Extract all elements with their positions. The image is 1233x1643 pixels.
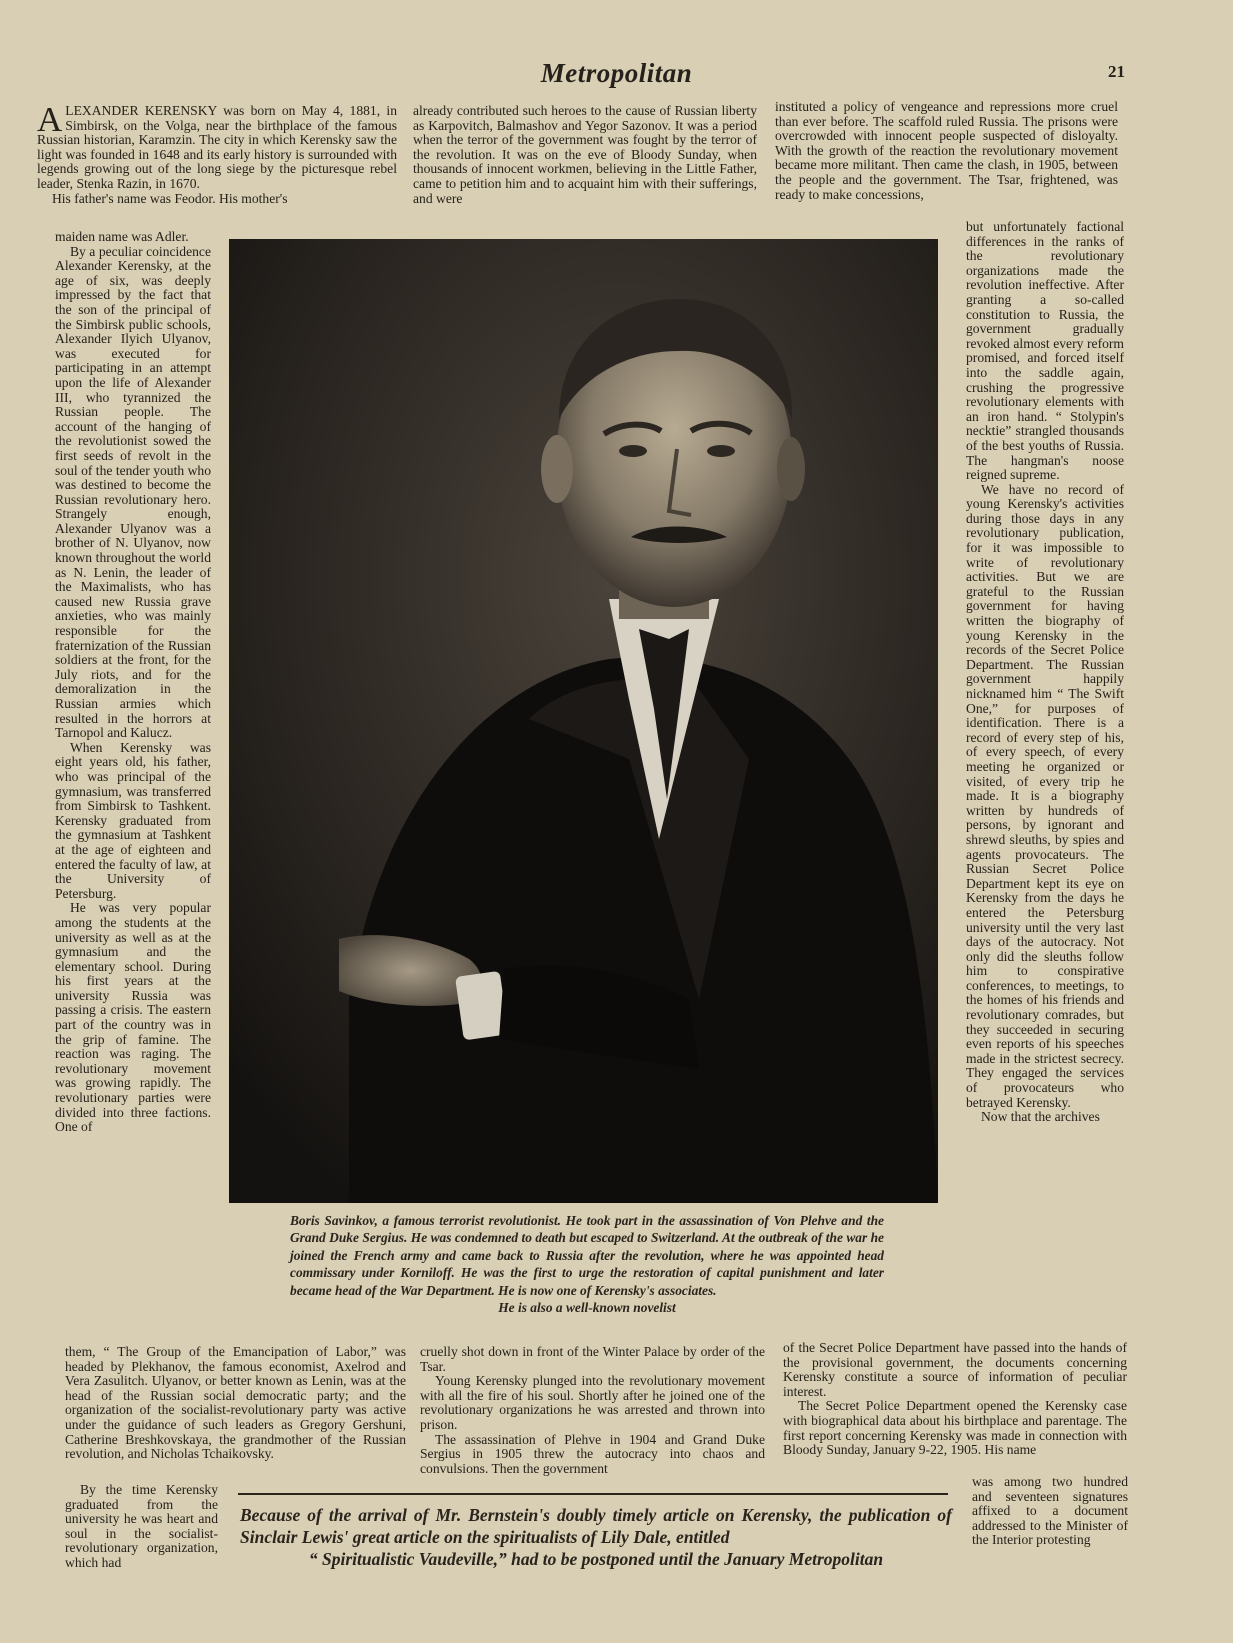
paragraph: already contributed such heroes to the cause of Russian liberty as Karpovitch, Balmashov and Yegor Sazonov. It was a period when the terror of the government was fought by the terror of the revolution. It was on the eve of Bloody Sunday, when thousands of innocent workmen, believing in the Little Father, came to petition him and to acquaint him with their sufferings, and were — [413, 103, 757, 206]
paragraph: was among two hundred and seventeen signatures affixed to a document addressed to the Minister of the Interior protesting — [972, 1474, 1128, 1548]
opening-paragraph: ALEXANDER KERENSKY was born on May 4, 1881, in Simbirsk, on the Volga, near the birthplace of the famous Russian historian, Karamzin. The city in which Kerensky saw the light was founded in 1648 and its early history is surrounded with legends growing out of the long siege by the picturesque rebel leader, Stenka Razin, in 1670. — [37, 100, 397, 191]
masthead-title: Metropolitan — [540, 58, 693, 88]
editor-notice — [240, 1504, 952, 1570]
left-column-bottom — [65, 1345, 406, 1462]
paragraph: cruelly shot down in front of the Winter Palace by order of the Tsar. — [420, 1344, 765, 1374]
paragraph: By the time Kerensky graduated from the university he was heart and soul in the socialist-revolutionary organization, which had — [65, 1482, 218, 1570]
right-column-narrow — [966, 220, 1124, 1125]
paragraph: By a peculiar coincidence Alexander Kerensky, at the age of six, was deeply impressed by the fact that the son of the principal of the Simbirsk public schools, Alexander Ilyich Ulyanov, was executed for participating in an attempt upon the life of Alexander III, who tyrannized the Russian people. The account of the hanging of the revolutionist sowed the first seeds of revolt in the soul of the tender youth who was destined to become the Russian revolutionary hero. Strangely enough, Alexander Ulyanov was a brother of N. Ulyanov, now known throughout the world as N. Lenin, the leader of the Maximalists, who has caused new Russia grave anxieties, who was mainly responsible for the fraternization of the Russian soldiers at the front, for the July riots, and for the demoralization in the Russian armies which resulted in the horrors at Tarnopol and Kalucz. — [55, 243, 211, 741]
paragraph: Young Kerensky plunged into the revolutionary movement with all the fire of his soul. Shortly after he joined one of the revolutionary organizations he was arrested and thrown into prison. — [420, 1373, 765, 1432]
right-column-top — [775, 100, 1118, 202]
paragraph: but unfortunately factional differences in the ranks of the revolutionary organizations made the revolution ineffective. After granting a so-called constitution to Russia, the government gradually revoked almost every reform promised, and forced itself into the saddle again, crushing the progressive revolutionary elements with an iron hand. “ Stolypin's necktie” strangled thousands of the best youths of Russia. The hangman's noose reigned supreme. — [966, 219, 1124, 483]
right-column-tail — [972, 1475, 1128, 1548]
paragraph: He was very popular among the students at the university as well as at the gymnasium and the elementary school. During his first years at the university Russia was passing a crisis. The eastern part of the country was in the grip of famine. The reaction was raging. The revolutionary movement was growing rapidly. The revolutionary parties were divided into three factions. One of — [55, 900, 211, 1135]
caption-text: Boris Savinkov, a famous terrorist revolutionist. He took part in the assassination of Von Plehve and the Grand Duke Sergius. He was condemned to death but escaped to Switzerland. At the outbreak of the war he joined the French army and came back to Russia after the revolution, where he was appointed head commissary under Korniloff. He was the first to urge the restoration of capital punishment and later became head of the War Department. He is now one of Kerensky's associates. — [290, 1213, 884, 1298]
page-number: 21 — [1108, 62, 1125, 81]
portrait-illustration — [229, 239, 938, 1203]
paragraph: His father's name was Feodor. His mother's — [51, 190, 288, 206]
middle-column-bottom — [420, 1345, 765, 1476]
notice-last-line: “ Spiritualistic Vaudeville,” had to be postponed until the January Metropolitan — [308, 1549, 884, 1569]
paragraph: When Kerensky was eight years old, his father, who was principal of the gymnasium, was transferred from Simbirsk to Tashkent. Kerensky graduated from the gymnasium at Tashkent at the age of eighteen and entered the faculty of law, at the University of Petersburg. — [55, 739, 211, 901]
paragraph: maiden name was Adler. — [55, 229, 189, 244]
left-column-tail — [65, 1483, 218, 1571]
paragraph: instituted a policy of vengeance and repressions more cruel than ever before. The scaffold ruled Russia. The prisons were overcrowded with innocent people suspected of disloyalty. With the growth of the reaction the revolutionary movement became more militant. Then came the clash, in 1905, between the people and the government. The Tsar, frightened, was ready to make concessions, — [775, 99, 1118, 202]
drop-cap: A — [37, 100, 63, 139]
paragraph: Now that the archives — [980, 1109, 1100, 1125]
middle-column-top — [413, 104, 757, 206]
right-column-bottom — [783, 1341, 1127, 1458]
paragraph: The assassination of Plehve in 1904 and Grand Duke Sergius in 1905 threw the autocracy into chaos and convulsions. Then the government — [420, 1431, 765, 1476]
paragraph: We have no record of young Kerensky's activities during those days in any revolutionary publication, for it was impossible to write of revolutionary activities. But we are grateful to the Russian government for having written the biography of young Kerensky in the records of the Secret Police Department. The Russian government happily nicknamed him “ The Swift One,” for purposes of identification. There is a record of every step of his, of every speech, of every meeting he organized or visited, of every trip he made. It is a biography written by hundreds of persons, by ignorant and shrewd sleuths, by spies and agents provocateurs. The Russian Secret Police Department kept its eye on Kerensky from the days he entered the Petersburg university until the very last days of the autocracy. Not only did the sleuths follow him to conspirative conferences, to meetings, to the homes of his friends and revolutionary comrades, but they succeeded in securing even reports of his speeches made in the strictest secrecy. They engaged the services of provocateurs who betrayed Kerensky. — [966, 481, 1124, 1110]
portrait-photo — [229, 239, 938, 1203]
divider-rule — [238, 1493, 948, 1495]
paragraph: them, “ The Group of the Emancipation of Labor,” was headed by Plekhanov, the famous economist, Axelrod and Vera Zasulitch. Ulyanov, or better known as Lenin, was at the head of the Russian social democratic party; and the organization of the socialist-revolutionary party was active under the guidance of such leaders as Gregory Gershuni, Catherine Breshkovskaya, the grandmother of the Russian revolution, and Nicholas Tchaikovsky. — [65, 1344, 406, 1462]
photo-caption — [290, 1212, 884, 1316]
caption-last-line: He is also a well-known novelist — [498, 1300, 676, 1316]
paragraph: of the Secret Police Department have passed into the hands of the provisional government, the documents concerning Kerensky constitute a source of information of peculiar interest. — [783, 1340, 1127, 1399]
left-column-top — [37, 100, 397, 206]
paragraph: The Secret Police Department opened the Kerensky case with biographical data about his birthplace and parentage. The first report concerning Kerensky was made in connection with Bloody Sunday, January 9-22, 1905. His name — [783, 1398, 1127, 1458]
left-column-narrow — [55, 230, 211, 1135]
notice-text: Because of the arrival of Mr. Bernstein's doubly timely article on Kerensky, the publication of Sinclair Lewis' great article on the spiritualists of Lily Dale, entitled — [240, 1505, 952, 1547]
